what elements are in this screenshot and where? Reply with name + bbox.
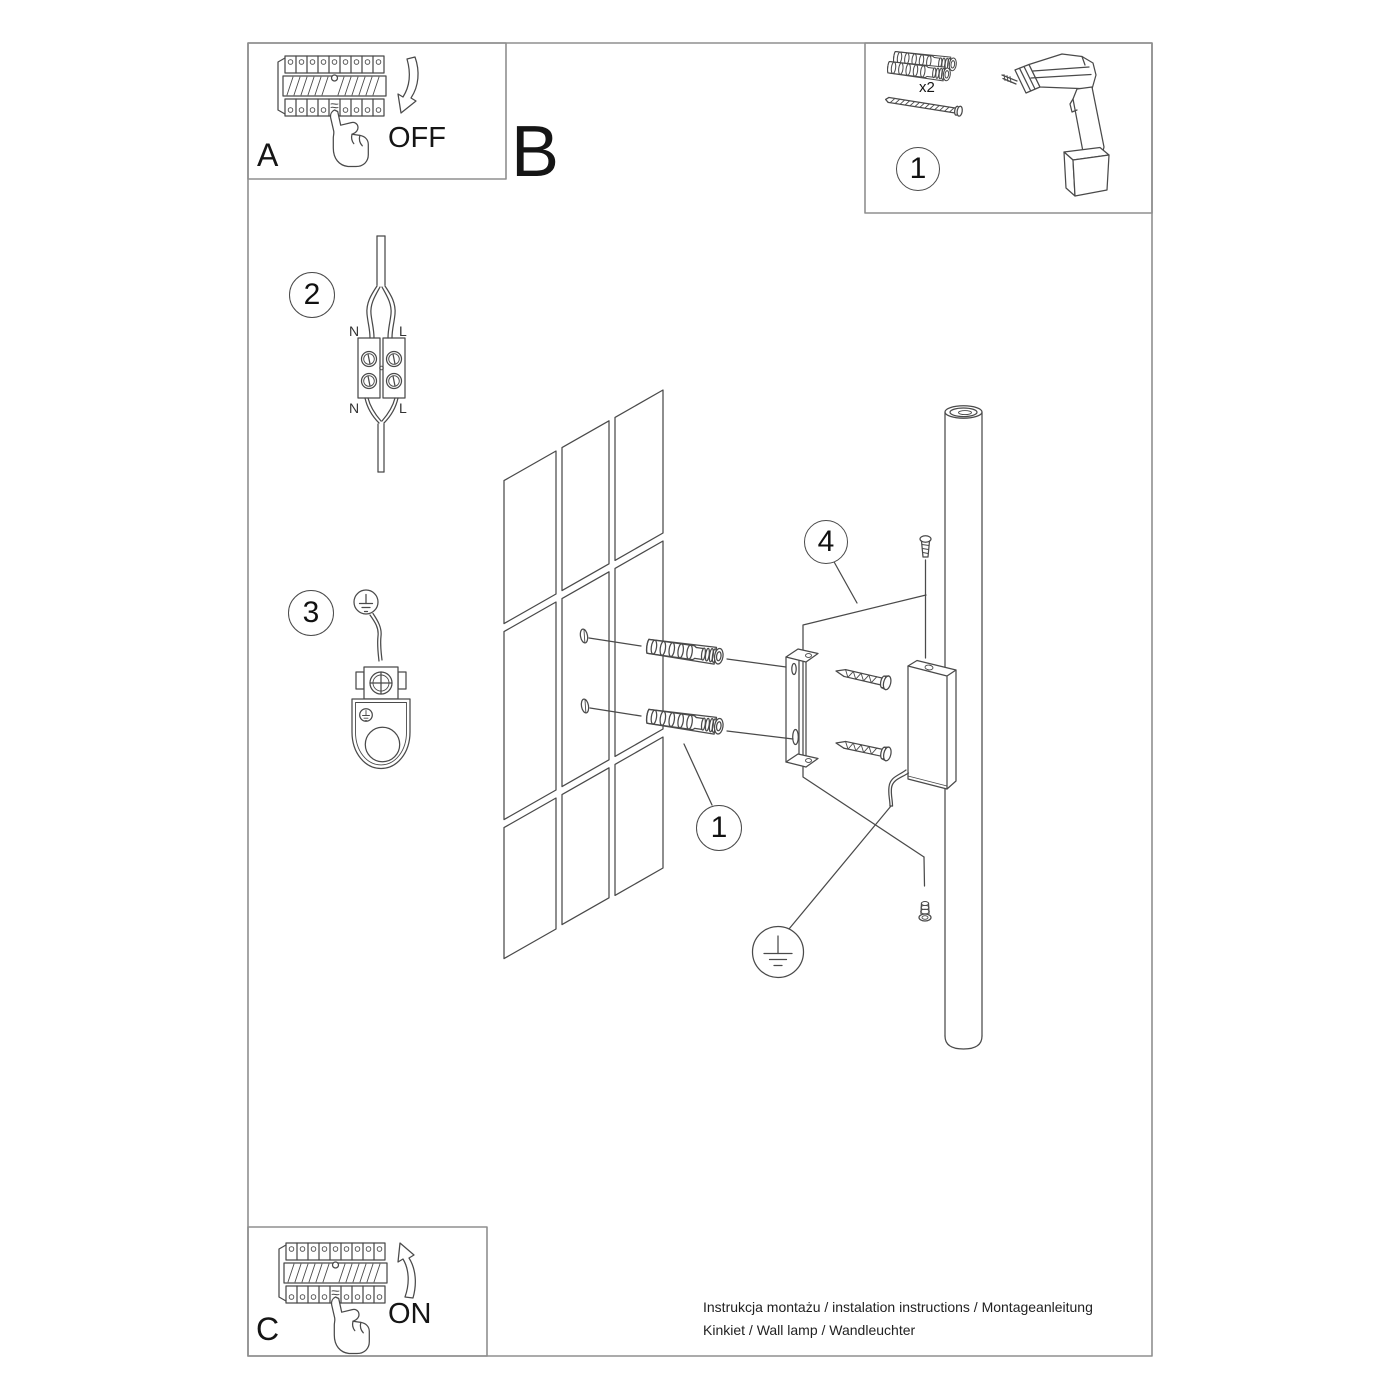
section-a-label: A: [257, 137, 279, 173]
wire-n-bottom-label: N: [349, 400, 360, 416]
wire-n-top-label: N: [349, 323, 360, 339]
lamp-illustration: [753, 406, 983, 1049]
wiring-illustration: [358, 236, 405, 472]
off-label: OFF: [388, 122, 446, 154]
wall-illustration: [504, 390, 663, 959]
bracket-illustration: [786, 649, 892, 767]
earth-callout: [753, 806, 892, 978]
step-4-badge: 4: [804, 520, 848, 564]
anchor-qty-label: x2: [919, 79, 935, 96]
wire-l-bottom-label: L: [399, 400, 407, 416]
grounding-illustration: [352, 590, 410, 769]
step-1-tools-badge: 1: [896, 147, 940, 191]
anchor-callout-badge: 1: [696, 805, 742, 851]
section-c-label: C: [256, 1311, 280, 1347]
on-label: ON: [388, 1298, 432, 1330]
section-b-label: B: [511, 112, 560, 192]
step-2-badge: 2: [289, 272, 335, 318]
footer-line-1: Instrukcja montażu / instalation instructions / Montageanleitung: [703, 1299, 1093, 1315]
anchors-illustration: [589, 638, 793, 805]
footer-line-2: Kinkiet / Wall lamp / Wandleuchter: [703, 1322, 916, 1338]
drill-hole: [580, 698, 589, 713]
top-screw-icon: [920, 536, 931, 658]
footer-caption: [703, 1296, 1093, 1342]
wire-l-top-label: L: [399, 323, 407, 339]
drill-hole: [579, 628, 588, 643]
step-3-badge: 3: [288, 590, 334, 636]
drill-icon: [1002, 54, 1109, 196]
bottom-screw-icon: [919, 902, 931, 922]
screw-icon: [885, 95, 963, 117]
earth-symbol-icon: [360, 595, 373, 612]
